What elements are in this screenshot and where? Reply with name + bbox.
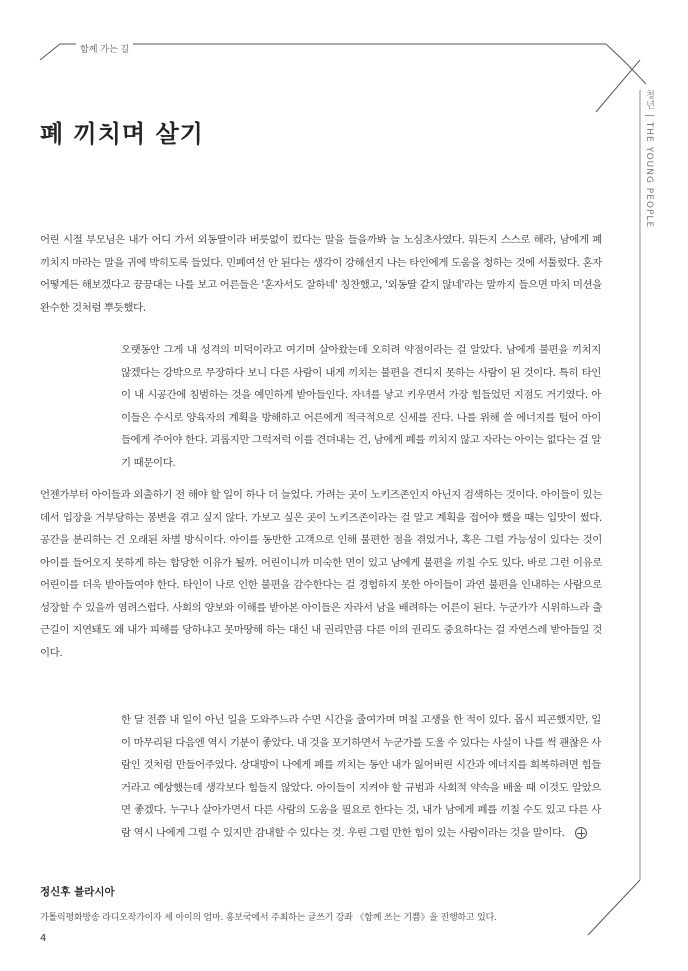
- article-paragraph-1: 어린 시절 부모님은 내가 어디 가서 외동딸이라 버릇없이 컸다는 말을 들을까봐 늘 노심초사였다. 뭐든지 스스로 해라, 남에게 폐 끼치지 마라는 말을 귀에 박히도록 들었다. 민폐여선 안 된다는 생각이 강해선지 나는 타인에게 도움을 청하는 것에 서툴렀다. 혼자 어떻게든 해보겠다고 끙끙대는 나를 보고 어른들은 '혼자서도 잘하네' 칭찬했고, '외동딸 같지 않네'라는 말까지 들으면 마치 미션을 완수한 것처럼 뿌듯했다.: [40, 234, 602, 314]
- page-number: 4: [40, 933, 47, 944]
- side-section-label: 청년 | THE YOUNG PEOPLE: [644, 90, 654, 229]
- article-paragraph-4-text: 한 달 전쯤 내 일이 아닌 일을 도와주느라 수면 시간을 줄여가며 며칠 고생을 한 적이 있다. 몹시 피곤했지만, 일이 마무리된 다음엔 역시 기분이 좋았다. 내 것을 포기하면서 누군가를 도울 수 있다는 사실이 나를 썩 괜찮은 사람인 것처럼 만들어주었다. 상대방이 나에게 폐를 끼치는 동안 내가 잃어버린 시간과 에너지를 회복하려면 힘들 거라고 예상했는데 생각보다 힘들지 않았다. 아이들이 지켜야 할 규범과 사회적 약속을 배울 때 이것도 알았으면 좋겠다. 누구나 살아가면서 다른 사람의 도움을 필요로 한다는 것, 내가 남에게 폐를 끼칠 수도 있고 다른 사람 역시 나에게 그럴 수 있지만 감내할 수 있다는 것. 우린 그럴 만한 힘이 있는 사람이라는 것을 말이다.: [121, 714, 601, 839]
- author-bio: 가톨릭평화방송 라디오작가이자 세 아이의 엄마. 홍보국에서 주최하는 글쓰기 강좌 《함께 쓰는 기쁨》을 진행하고 있다.: [40, 913, 497, 923]
- article-paragraph-4-indented: [121, 709, 601, 844]
- author-name: 정신후 블라시아: [40, 886, 115, 898]
- section-tag: 함께 가는 길: [76, 42, 133, 55]
- end-mark-icon: [575, 827, 587, 839]
- article-paragraph-3: 언젠가부터 아이들과 외출하기 전 해야 할 일이 하나 더 늘었다. 가려는 곳이 노키즈존인지 아닌지 검색하는 것이다. 아이들이 있는 데서 입장을 거부당하는 봉변을 겪고 싶지 않다. 가보고 싶은 곳이 노키즈존이라는 걸 알고 계획을 접어야 했을 때는 입맛이 썼다. 공간을 분리하는 건 오래된 차별 방식이다. 아이를 동반한 고객으로 인해 불편한 점을 겪었거나, 혹은 그럴 가능성이 있다는 것이 아이를 들어오지 못하게 하는 합당한 이유가 될까. 어린이니까 미숙한 면이 있고 남에게 불편을 끼칠 수도 있다. 바로 그런 이유로 어린이를 더욱 받아들여야 한다. 타인이 나로 인한 불편을 감수한다는 걸 경험하지 못한 아이들이 과연 불편을 인내하는 사람으로 성장할 수 있을까 염려스럽다. 사회의 양보와 이해를 받아본 아이들은 자라서 남을 배려하는 어른이 된다. 누군가가 시위하느라 출근길이 지연돼도 왜 내가 피해를 당하냐고 못마땅해 하는 대신 내 권리만큼 다른 이의 권리도 중요하다는 걸 자연스레 받아들일 것이다.: [40, 489, 602, 659]
- article-title: 폐 끼치며 살기: [40, 119, 204, 148]
- article-paragraph-2-indented: 오랫동안 그게 내 성격의 미덕이라고 여기며 살아왔는데 오히려 약점이라는 걸 알았다. 남에게 불편을 끼치지 않겠다는 강박으로 무장하다 보니 다른 사람이 내게 끼치는 불편을 견디지 못하는 사람이 된 것이다. 특히 타인이 내 시공간에 침범하는 것을 예민하게 받아들인다. 자녀를 낳고 키우면서 가장 힘들었던 지점도 거기였다. 아이들은 수시로 양육자의 계획을 방해하고 어른에게 적극적으로 신세를 진다. 나를 위해 쓸 에너지를 털어 아이들에게 주어야 한다. 괴롭지만 그럭저럭 이를 견뎌내는 건, 남에게 폐를 끼치지 않고 자라는 아이는 없다는 걸 알기 때문이다.: [121, 344, 601, 469]
